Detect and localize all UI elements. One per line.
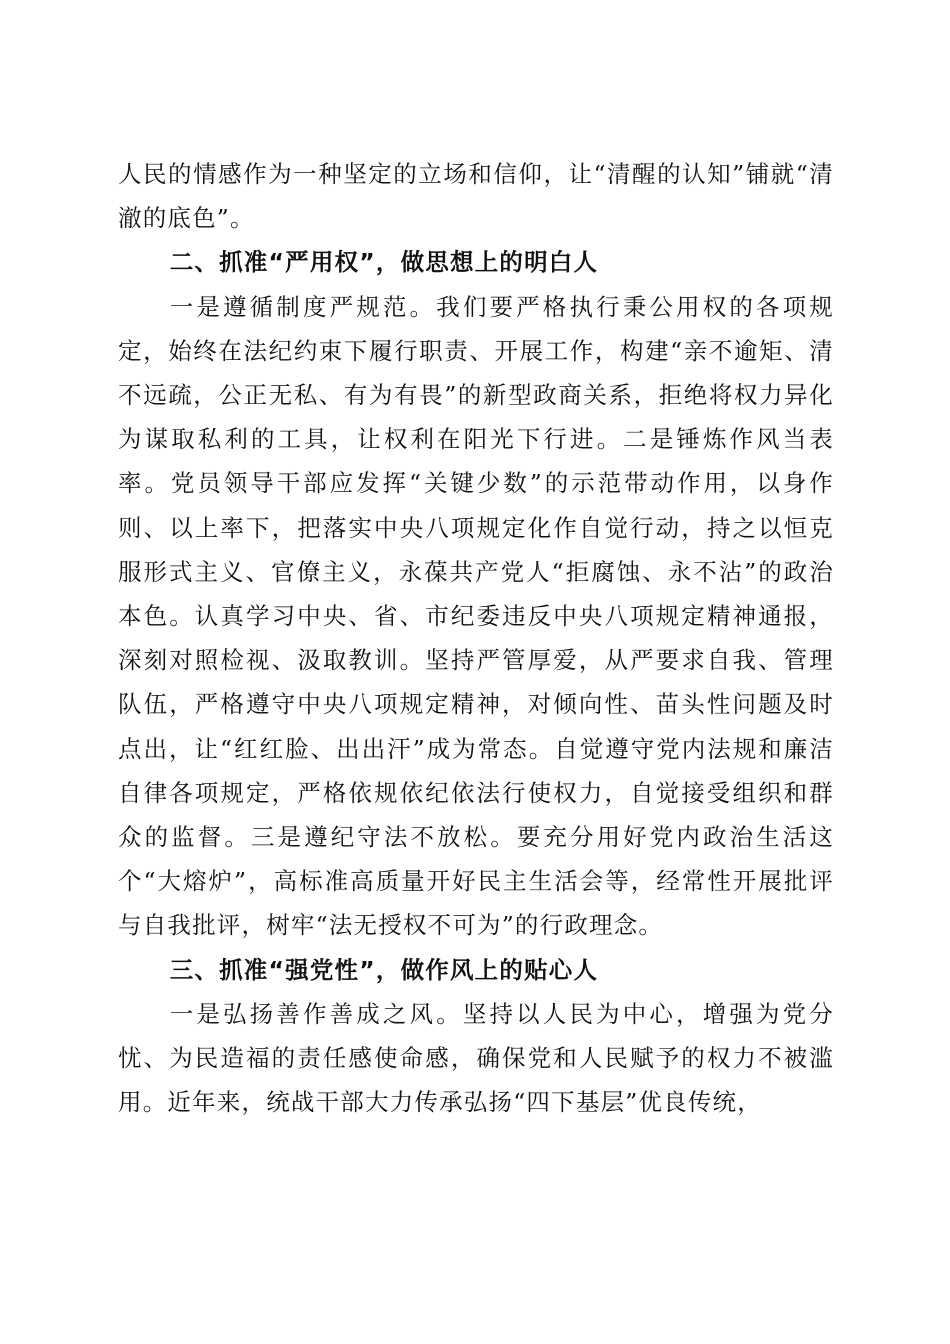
paragraph-section-two-body: 一是遵循制度严规范。我们要严格执行秉公用权的各项规定，始终在法纪约束下履行职责、开展工作，构建“亲不逾矩、清不远疏，公正无私、有为有畏”的新型政商关系，拒绝将权力异化为谋取私利的工具，让权利在阳光下行进。二是锤炼作风当表率。党员领导干部应发挥“关键少数”的示范带动作用，以身作则、以上率下，把落实中央八项规定化作自觉行动，持之以恒克服形式主义、官僚主义，永葆共产党人“拒腐蚀、永不沾”的政治本色。认真学习中央、省、市纪委违反中央八项规定精神通报，深刻对照检视、汲取教训。坚持严管厚爱，从严要求自我、管理队伍，严格遵守中央八项规定精神，对倾向性、苗头性问题及时点出，让“红红脸、出出汗”成为常态。自觉遵守党内法规和廉洁自律各项规定，严格依规依纪依法行使权力，自觉接受组织和群众的监督。三是遵纪守法不放松。要充分用好党内政治生活这个“大熔炉”，高标准高质量开好民主生活会等，经常性开展批评与自我批评，树牢“法无授权不可为”的行政理念。 [118, 292, 834, 940]
section-heading-three: 三、抓准“强党性”，做作风上的贴心人 [169, 955, 599, 984]
paragraph-continuation: 人民的情感作为一种坚定的立场和信仰，让“清醒的认知”铺就“清澈的底色”。 [118, 160, 834, 233]
section-heading-two: 二、抓准“严用权”，做思想上的明白人 [169, 248, 599, 277]
paragraph-section-three-body: 一是弘扬善作善成之风。坚持以人民为中心，增强为党分忧、为民造福的责任感使命感，确保党和人民赋予的权力不被滥用。近年来，统战干部大力传承弘扬“四下基层”优良传统， [118, 999, 834, 1117]
document-body [118, 152, 834, 1124]
